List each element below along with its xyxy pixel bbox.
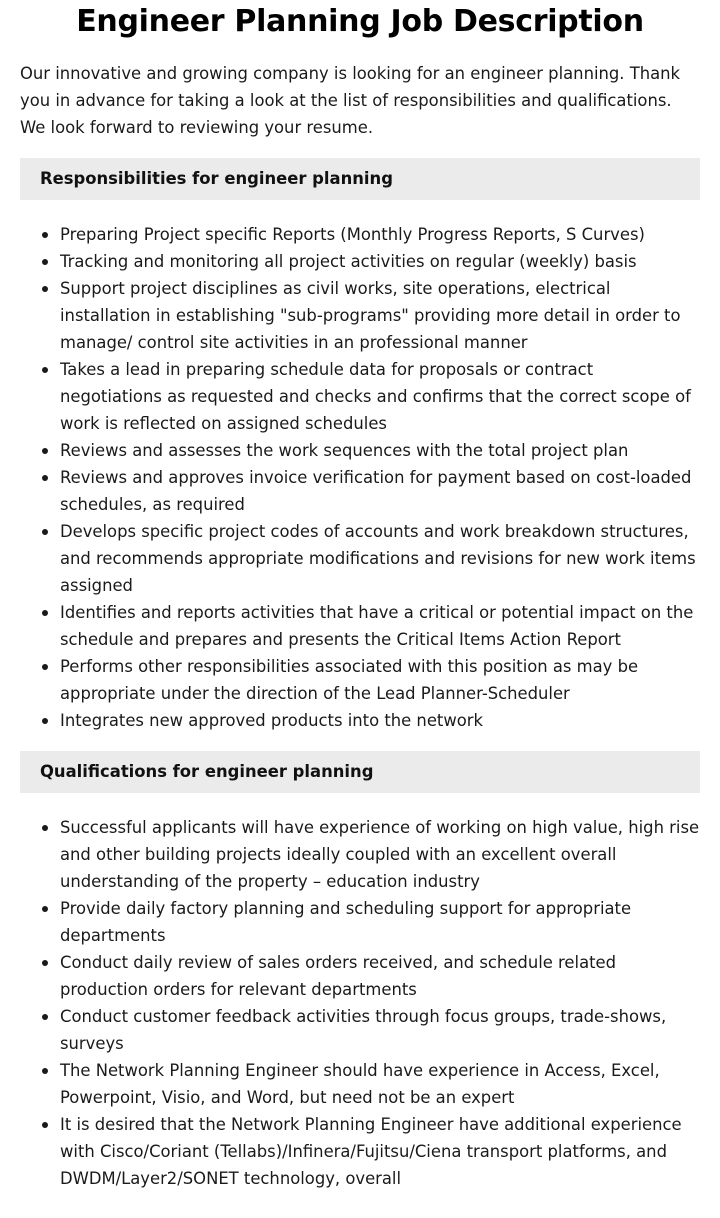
responsibilities-list [20, 221, 700, 734]
list-item: Integrates new approved products into the network [60, 707, 700, 734]
list-item: It is desired that the Network Planning Engineer have additional experience with Cisco/Coriant (Tellabs)/Infinera/Fujitsu/Ciena transport platforms, and DWDM/Layer2/SONET technology, overall [60, 1111, 700, 1192]
intro-paragraph: Our innovative and growing company is looking for an engineer planning. Thank you in advance for taking a look at the list of responsibilities and qualifications. We look forward to reviewing your resume. [20, 64, 681, 137]
qualifications-list [20, 814, 700, 1192]
list-item: The Network Planning Engineer should have experience in Access, Excel, Powerpoint, Visio, and Word, but need not be an expert [60, 1057, 700, 1111]
list-item: Develops specific project codes of accounts and work breakdown structures, and recommends appropriate modifications and revisions for new work items assigned [60, 518, 700, 599]
list-item: Support project disciplines as civil works, site operations, electrical installation in establishing "sub-programs" providing more detail in order to manage/ control site activities in an professional manner [60, 275, 700, 356]
list-item: Conduct daily review of sales orders received, and schedule related production orders for relevant departments [60, 949, 700, 1003]
list-item: Successful applicants will have experience of working on high value, high rise and other building projects ideally coupled with an excellent overall understanding of the property – education industry [60, 814, 700, 895]
list-item: Performs other responsibilities associated with this position as may be appropriate under the direction of the Lead Planner-Scheduler [60, 653, 700, 707]
list-item: Tracking and monitoring all project activities on regular (weekly) basis [60, 248, 700, 275]
qualifications-heading: Qualifications for engineer planning [20, 751, 700, 793]
list-item: Conduct customer feedback activities through focus groups, trade-shows, surveys [60, 1003, 700, 1057]
list-item: Reviews and approves invoice verification for payment based on cost-loaded schedules, as required [60, 464, 700, 518]
list-item: Takes a lead in preparing schedule data for proposals or contract negotiations as requested and checks and confirms that the correct scope of work is reflected on assigned schedules [60, 356, 700, 437]
page-title: Engineer Planning Job Description [76, 4, 644, 39]
list-item: Identifies and reports activities that have a critical or potential impact on the schedule and prepares and presents the Critical Items Action Report [60, 599, 700, 653]
responsibilities-heading: Responsibilities for engineer planning [20, 158, 700, 200]
list-item: Reviews and assesses the work sequences with the total project plan [60, 437, 700, 464]
list-item: Preparing Project specific Reports (Monthly Progress Reports, S Curves) [60, 221, 700, 248]
list-item: Provide daily factory planning and scheduling support for appropriate departments [60, 895, 700, 949]
